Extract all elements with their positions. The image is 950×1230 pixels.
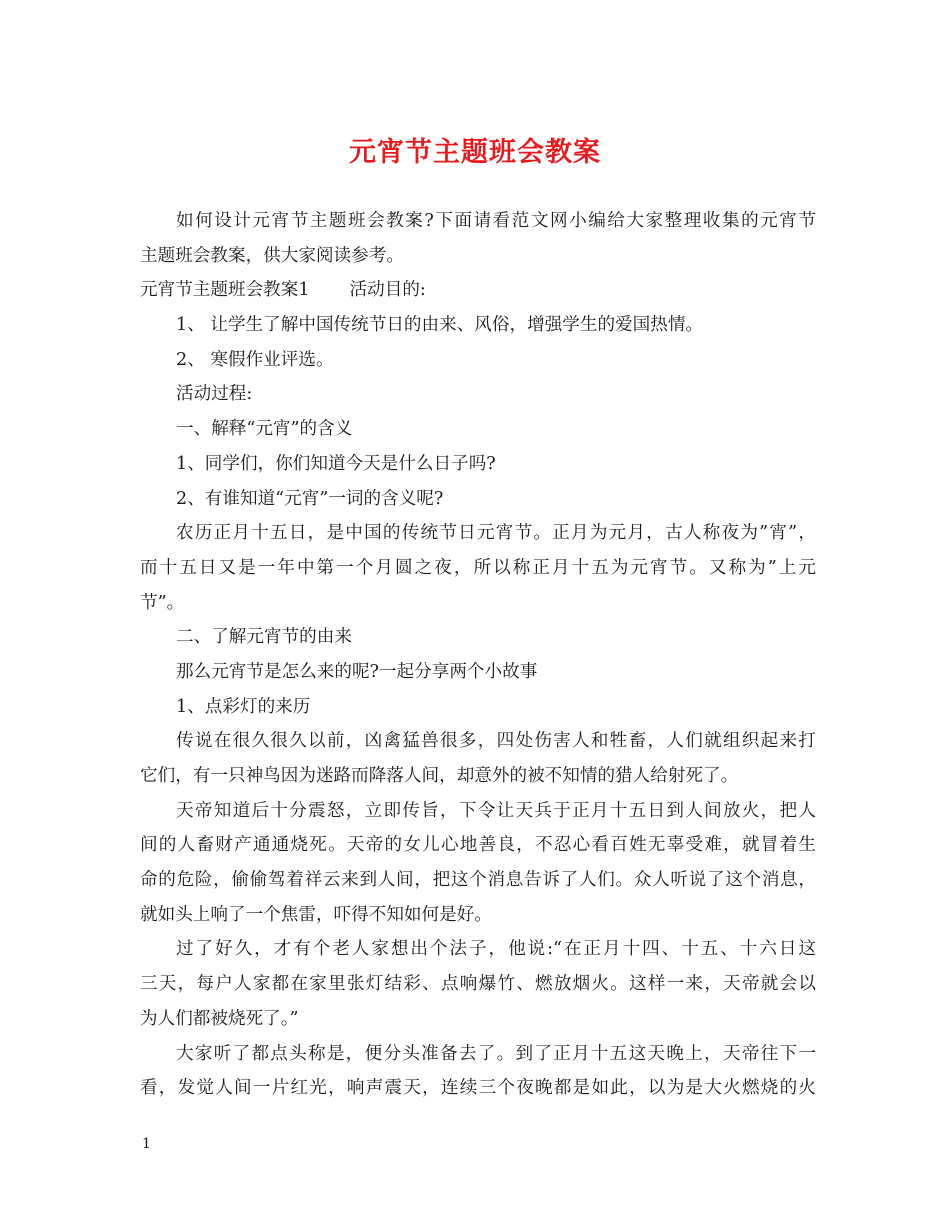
page-number: 1 [142, 1136, 151, 1152]
paragraph-line: 传说在很久很久以前，凶禽猛兽很多，四处伤害人和牲畜，人们就组织起来打 [176, 731, 816, 752]
paragraph-line: 三天，每户人家都在家里张灯结彩、点响爆竹、燃放烟火。这样一来，天帝就会以 [140, 974, 816, 995]
paragraph-line: 天帝知道后十分震怒，立即传旨，下令让天兵于正月十五日到人间放火，把人 [176, 800, 816, 821]
paragraph-line: 1、同学们，你们知道今天是什么日子吗? [176, 453, 496, 474]
paragraph-line: 主题班会教案，供大家阅读参考。 [140, 245, 404, 266]
paragraph-line: 一、解释“元宵”的含义 [176, 419, 353, 440]
paragraph-line: 1、 让学生了解中国传统节日的由来、风俗，增强学生的爱国热情。 [176, 315, 704, 336]
paragraph-line: 活动过程: [176, 384, 253, 405]
paragraph-line: 2、 寒假作业评选。 [176, 349, 334, 370]
lesson-plan-heading: 元宵节主题班会教案1 [140, 280, 310, 301]
paragraph-line: 命的危险，偷偷驾着祥云来到人间，把这个消息告诉了人们。众人听说了这个消息， [140, 870, 816, 891]
document-body [140, 204, 816, 1106]
paragraph-line: 为人们都被烧死了。” [140, 1008, 299, 1029]
paragraph-line: 而十五日又是一年中第一个月圆之夜，所以称正月十五为元宵节。又称为”上元 [140, 557, 816, 578]
paragraph-line: 就如头上响了一个焦雷，吓得不知如何是好。 [140, 904, 492, 925]
paragraph-line: 2、有谁知道“元宵”一词的含义呢? [176, 488, 444, 509]
paragraph-line: 农历正月十五日，是中国的传统节日元宵节。正月为元月，古人称夜为”宵”， [176, 523, 816, 544]
paragraph-line: 节”。 [140, 592, 185, 613]
section-heading-line [140, 273, 816, 308]
paragraph-line: 1、点彩灯的来历 [176, 696, 311, 717]
paragraph-line: 间的人畜财产通通烧死。天帝的女儿心地善良，不忍心看百姓无辜受难，就冒着生 [140, 835, 816, 856]
activity-goal-label: 活动目的: [349, 280, 426, 301]
paragraph-line: 那么元宵节是怎么来的呢?一起分享两个小故事 [176, 661, 538, 682]
paragraph-line: 如何设计元宵节主题班会教案?下面请看范文网小编给大家整理收集的元宵节 [176, 211, 816, 231]
paragraph-line: 看，发觉人间一片红光，响声震天，连续三个夜晚都是如此，以为是大火燃烧的火 [140, 1078, 816, 1099]
paragraph-line: 大家听了都点头称是，便分头准备去了。到了正月十五这天晚上，天帝往下一 [176, 1043, 816, 1064]
page-title: 元宵节主题班会教案 [349, 137, 601, 168]
paragraph-line: 二、了解元宵节的由来 [176, 627, 352, 648]
paragraph-line: 它们，有一只神鸟因为迷路而降落人间，却意外的被不知情的猎人给射死了。 [140, 766, 739, 786]
paragraph-line: 过了好久，才有个老人家想出个法子，他说:“在正月十四、十五、十六日这 [176, 939, 816, 960]
